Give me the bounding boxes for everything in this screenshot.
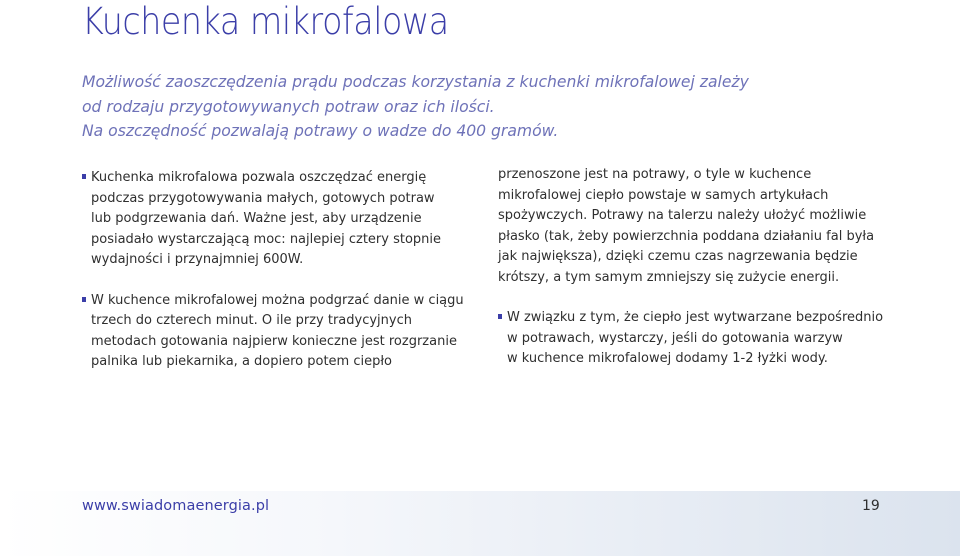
bullet-item-heating-time (82, 291, 482, 373)
text-line: mikrofalowej ciepło powstaje w samych artykułach (498, 187, 829, 203)
text-line: spożywczych. Potrawy na talerzu należy ułożyć możliwie (498, 208, 867, 223)
intro-line: od rodzaju przygotowywanych potraw oraz ich ilości. (82, 97, 495, 116)
text-line: wydajności i przynajmniej 600W. (91, 252, 304, 267)
text-line: płasko (tak, żeby powierzchnia poddana działaniu fal była (498, 228, 875, 244)
text-line: podczas przygotowywania małych, gotowych potraw (91, 190, 435, 206)
website-link[interactable]: www.swiadomaenergia.pl (82, 498, 270, 514)
left-column (82, 168, 482, 373)
text-line: W związku z tym, że ciepło jest wytwarzane bezpośrednio (507, 310, 884, 325)
bullet-item-water (498, 308, 898, 370)
intro-line: Na oszczędność pozwalają potrawy o wadze do 400 gramów. (82, 122, 559, 140)
text-line: krótszy, a tym samym zmniejszy się zużycie energii. (498, 269, 840, 285)
continuation-paragraph (498, 165, 898, 288)
bullet-item-energy-saving (82, 168, 482, 271)
page-number: 19 (862, 498, 880, 514)
text-line: jak największa), dzięki czemu czas nagrzewania będzie (498, 249, 858, 264)
text-line: lub podgrzewania dań. Ważne jest, aby urządzenie (91, 211, 422, 226)
text-line: przenoszone jest na potrawy, o tyle w kuchence (498, 167, 812, 182)
intro-paragraph (82, 70, 842, 144)
square-bullet-icon (498, 314, 502, 319)
intro-line: Możliwość zaoszczędzenia prądu podczas korzystania z kuchenki mikrofalowej zależy (82, 73, 749, 91)
text-line: w potrawach, wystarczy, jeśli do gotowania warzyw (507, 330, 843, 346)
square-bullet-icon (82, 297, 86, 302)
page-title: Kuchenka mikrofalowa (82, 0, 449, 43)
text-line: metodach gotowania najpierw konieczne jest rozgrzanie (91, 333, 457, 349)
footer-band (0, 491, 960, 556)
text-line: W kuchence mikrofalowej można podgrzać danie w ciągu (91, 292, 464, 308)
text-line: palnika lub piekarnika, a dopiero potem ciepło (91, 354, 393, 369)
text-line: trzech do czterech minut. O ile przy tradycyjnych (91, 313, 412, 328)
text-line: Kuchenka mikrofalowa pozwala oszczędzać energię (91, 170, 427, 185)
square-bullet-icon (82, 174, 86, 179)
text-line: w kuchence mikrofalowej dodamy 1-2 łyżki wody. (507, 351, 828, 366)
right-column (498, 165, 898, 370)
text-line: posiadało wystarczającą moc: najlepiej cztery stopnie (91, 231, 442, 247)
